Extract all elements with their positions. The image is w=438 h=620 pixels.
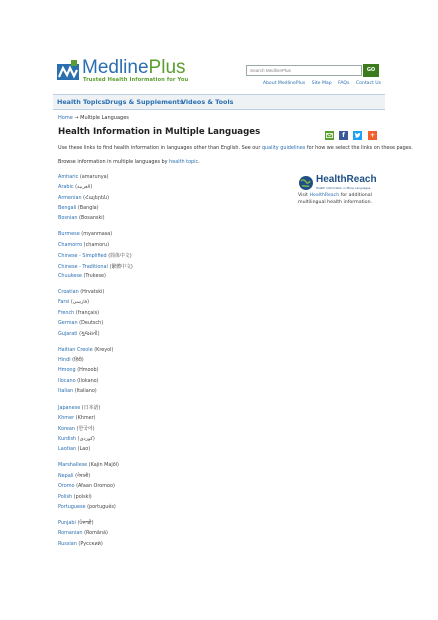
language-item: Kurdish (کوردی) [58, 436, 95, 442]
breadcrumb: Home → Multiple Languages [58, 115, 129, 121]
language-item: Oromo (Afaan Oromoo) [58, 483, 115, 489]
language-item: Farsi (فارسی) [58, 299, 90, 305]
language-link[interactable]: Laotian [58, 446, 77, 452]
nav-health-topics[interactable]: Health Topics [57, 98, 106, 106]
nav-drugs-supplements[interactable]: Drugs & Supplements [105, 98, 184, 106]
language-link[interactable]: Hindi [58, 357, 71, 363]
facebook-icon[interactable]: f [339, 131, 348, 140]
language-item: Burmese (myanmasa) [58, 231, 113, 237]
language-item: German (Deutsch) [58, 320, 104, 326]
language-item: Arabic (العربية) [58, 184, 93, 190]
language-item: Chinese - Simplified (简体中文) [58, 253, 132, 259]
language-item: Bengali (Bangla) [58, 205, 99, 211]
language-link[interactable]: Romanian [58, 530, 83, 536]
language-link[interactable]: Chamorro [58, 242, 83, 248]
language-link[interactable]: Farsi [58, 299, 70, 305]
language-item: Chuukese (Trukese) [58, 273, 106, 279]
language-item: Amharic (amarunya) [58, 174, 109, 180]
language-item: Khmer (Khmer) [58, 415, 96, 421]
language-link[interactable]: Chinese - Simplified [58, 253, 107, 259]
email-icon[interactable] [325, 131, 334, 140]
breadcrumb-home[interactable]: Home [58, 115, 73, 121]
language-item: Armenian (Հայերեն) [58, 195, 109, 201]
healthreach-link[interactable]: HealthReach [309, 193, 340, 198]
language-item: Hmong (Hmoob) [58, 367, 99, 373]
language-link[interactable]: Hmong [58, 367, 76, 373]
main-nav [53, 94, 385, 110]
language-item: Bosnian (Bosanski) [58, 215, 105, 221]
language-item: Nepali (नेपाली) [58, 473, 91, 479]
language-link[interactable]: Chinese - Traditional [58, 264, 108, 270]
language-link[interactable]: Polish [58, 494, 73, 500]
language-item: Ilocano (Ilokano) [58, 378, 99, 384]
language-link[interactable]: Russian [58, 541, 77, 547]
quality-guidelines-link[interactable]: quality guidelines [261, 145, 306, 151]
language-item: Gujarati (ગુજરાતી) [58, 331, 100, 337]
language-link[interactable]: Marshallese [58, 462, 88, 468]
language-item: Korean (한국어) [58, 426, 95, 432]
healthreach-name: HealthReach [316, 174, 377, 185]
language-link[interactable]: Punjabi [58, 520, 76, 526]
site-map-link[interactable]: Site Map [311, 81, 332, 86]
language-item: Russian (Русский) [58, 541, 103, 547]
language-link[interactable]: Japanese [58, 405, 81, 411]
language-item: Chinese - Traditional (繁體中文) [58, 264, 133, 270]
language-link[interactable]: Arabic [58, 184, 74, 190]
language-link[interactable]: Gujarati [58, 331, 78, 337]
language-item: Chamorro (chamoru) [58, 242, 110, 248]
language-link[interactable]: Burmese [58, 231, 80, 237]
language-item: Croatian (Hrvatski) [58, 289, 105, 295]
language-link[interactable]: Italian [58, 388, 74, 394]
language-link[interactable]: French [58, 310, 75, 316]
language-item: Japanese (日本語) [58, 405, 101, 411]
language-link[interactable]: Korean [58, 426, 75, 432]
language-item: Laotian (Lao) [58, 446, 91, 452]
language-item: Hindi (हिंदी) [58, 357, 84, 363]
globe-icon [298, 175, 314, 191]
breadcrumb-current: Multiple Languages [80, 115, 129, 121]
page-title: Health Information in Multiple Languages [58, 127, 261, 137]
language-link[interactable]: Amharic [58, 174, 79, 180]
browse-text: Browse information in multiple languages by health topic. [58, 159, 200, 165]
language-link[interactable]: Nepali [58, 473, 74, 479]
language-link[interactable]: Croatian [58, 289, 79, 295]
language-item: Portuguese (português) [58, 504, 116, 510]
healthreach-text: Visit HealthReach for additional multilingual health information. [298, 193, 373, 205]
language-link[interactable]: Haitian Creole [58, 347, 93, 353]
language-item: Italian (Italiano) [58, 388, 97, 394]
search-go-button[interactable]: GO [363, 64, 379, 77]
addthis-icon[interactable]: + [369, 132, 376, 139]
intro-text: Use these links to find health information in languages other than English. See our quality guidelines for how we select the links on these pages. [58, 145, 413, 151]
language-item: Haitian Creole (Kreyol) [58, 347, 114, 353]
language-link[interactable]: German [58, 320, 78, 326]
language-link[interactable]: Khmer [58, 415, 75, 421]
about-link[interactable]: About MedlinePlus [262, 81, 306, 86]
language-link[interactable]: Portuguese [58, 504, 86, 510]
language-link[interactable]: Ilocano [58, 378, 76, 384]
medlineplus-logo[interactable] [56, 57, 226, 86]
brand-tagline: Trusted Health Information for You [83, 77, 189, 83]
utility-links [258, 81, 381, 86]
language-link[interactable]: Bengali [58, 205, 77, 211]
language-link[interactable]: Oromo [58, 483, 75, 489]
language-link[interactable]: Kurdish [58, 436, 77, 442]
language-item: Polish (polski) [58, 494, 92, 500]
language-link[interactable]: Chuukese [58, 273, 82, 279]
brand-name: MedlinePlus [82, 57, 186, 78]
language-item: Romanian (Română) [58, 530, 108, 536]
language-link[interactable]: Armenian [58, 195, 82, 201]
language-item: Marshallese (Kajin Majōl) [58, 462, 119, 468]
language-item: French (français) [58, 310, 100, 316]
twitter-icon[interactable] [353, 131, 362, 140]
language-item: Punjabi (ਪੰਜਾਬੀ) [58, 520, 94, 526]
medlineplus-logo-icon [56, 60, 80, 84]
contact-link[interactable]: Contact Us [355, 81, 381, 86]
faqs-link[interactable]: FAQs [338, 81, 350, 86]
healthreach-subtitle: Health Information in Many Languages [316, 186, 371, 190]
language-link[interactable]: Bosnian [58, 215, 78, 221]
health-topic-link[interactable]: health topic [169, 159, 199, 165]
nav-videos-tools[interactable]: Videos & Tools [181, 98, 234, 106]
search-input[interactable]: Search MedlinePlus [246, 65, 362, 76]
